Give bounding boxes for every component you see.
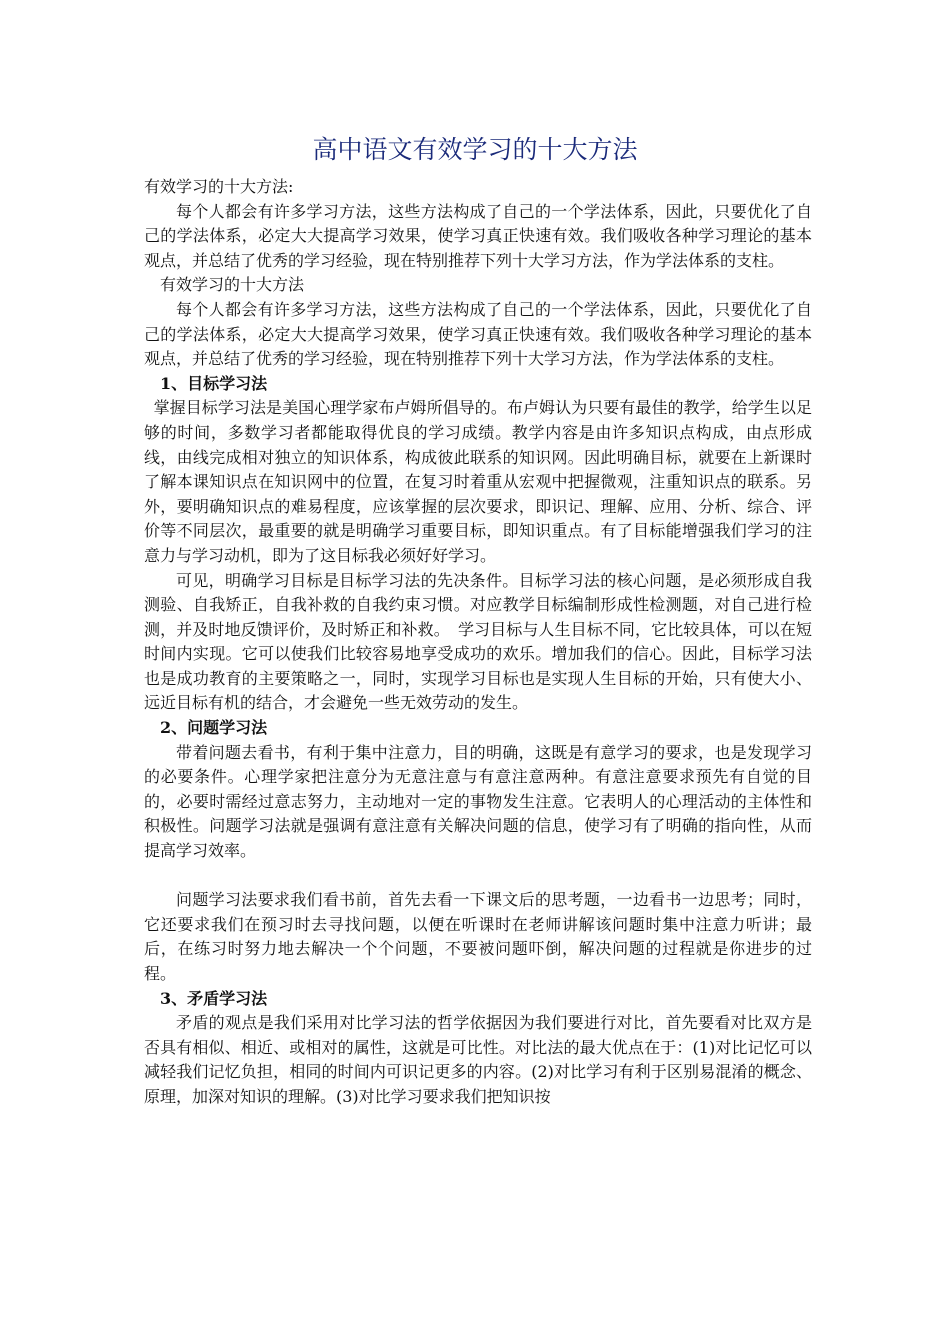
heading-method-1: 1、目标学习法 — [160, 373, 268, 393]
paragraph-method-3-a: 矛盾的观点是我们采用对比学习法的哲学依据因为我们要进行对比，首先要看对比双方是否具有相似、相近、或相对的属性，这就是可比性。对比法的最大优点在于：(1)对比记忆可以减轻我们记忆负担，相同的时间内可识记更多的内容。(2)对比学习有利于区别易混淆的概念、原理，加深对知识的理解。(3)对比学习要求我们把知识按 — [144, 1013, 812, 1106]
intro-paragraph: 每个人都会有许多学习方法，这些方法构成了自己的一个学法体系，因此，只要优化了自己的学法体系，必定大大提高学习效果，使学习真正快速有效。我们吸收各种学习理论的基本观点，并总结了优秀的学习经验，现在特别推荐下列十大学习方法，作为学法体系的支柱。 — [144, 201, 812, 270]
heading-method-2: 2、问题学习法 — [160, 718, 268, 738]
intro-label: 有效学习的十大方法: — [144, 177, 294, 196]
document-body — [144, 175, 812, 1110]
intro-paragraph-repeat: 每个人都会有许多学习方法，这些方法构成了自己的一个学法体系，因此，只要优化了自己的学法体系，必定大大提高学习效果，使学习真正快速有效。我们吸收各种学习理论的基本观点，并总结了优秀的学习经验，现在特别推荐下列十大学习方法，作为学法体系的支柱。 — [144, 299, 812, 369]
document-title: 高中语文有效学习的十大方法 — [312, 135, 638, 164]
blank-line — [144, 864, 812, 889]
heading-method-3: 3、矛盾学习法 — [160, 988, 268, 1008]
section-subtitle: 有效学习的十大方法 — [160, 275, 305, 295]
paragraph-method-1-a: 掌握目标学习法是美国心理学家布卢姆所倡导的。布卢姆认为只要有最佳的教学，给学生以足够的时间，多数学习者都能取得优良的学习成绩。教学内容是由许多知识点构成，由点形成线，由线完成相对独立的知识体系，构成彼此联系的知识网。因此明确目标，就要在上新课时了解本课知识点在知识网中的位置，在复习时着重从宏观中把握微观，注重知识点的联系。另外，要明确知识点的难易程度，应该掌握的层次要求，即识记、理解、应用、分析、综合、评价等不同层次，最重要的就是明确学习重要目标，即知识重点。有了目标能增强我们学习的注意力与学习动机，即为了这目标我必须好好学习。 — [144, 398, 812, 565]
paragraph-method-2-b: 问题学习法要求我们看书前，首先去看一下课文后的思考题，一边看书一边思考；同时，它还要求我们在预习时去寻找问题，以便在听课时在老师讲解该问题时集中注意力听讲；最后，在练习时努力地去解决一个个问题，不要被问题吓倒，解决问题的过程就是你进步的过程。 — [144, 890, 812, 983]
paragraph-method-1-b: 可见，明确学习目标是目标学习法的先决条件。目标学习法的核心问题，是必须形成自我测验、自我矫正，自我补救的自我约束习惯。对应教学目标编制形成性检测题，对自己进行检测，并及时地反馈评价，及时矫正和补救。 学习目标与人生目标不同，它比较具体，可以在短时间内实现。它可以使我们比较容易地享受成功的欢乐。增加我们的信心。因此，目标学习法也是成功教育的主要策略之一，同时，实现学习目标也是实现人生目标的开始，只有使大小、远近目标有机的结合，才会避免一些无效劳动的发生。 — [144, 570, 812, 713]
paragraph-method-2-a: 带着问题去看书，有利于集中注意力，目的明确，这既是有意学习的要求，也是发现学习的必要条件。心理学家把注意分为无意注意与有意注意两种。有意注意要求预先有自觉的目的，必要时需经过意志努力，主动地对一定的事物发生注意。它表明人的心理活动的主体性和积极性。问题学习法就是强调有意注意有关解决问题的信息，使学习有了明确的指向性，从而提高学习效率。 — [144, 742, 812, 861]
